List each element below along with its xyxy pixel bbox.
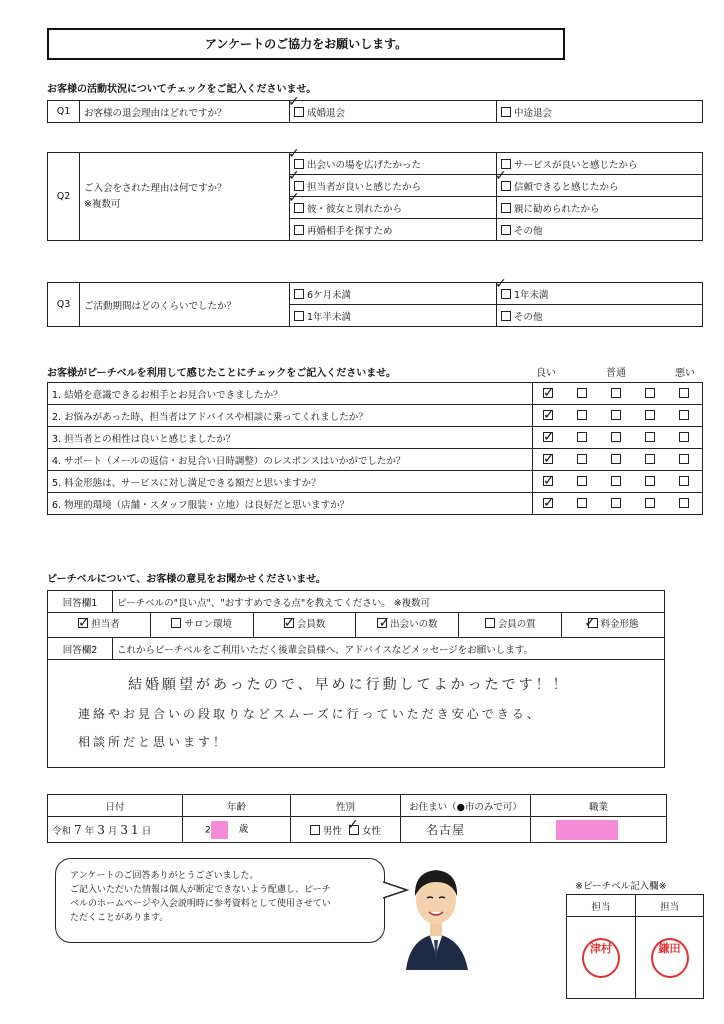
address-value: 名古屋 xyxy=(426,823,466,837)
bubble-line-2: ご記入いただいた情報は個人が断定できないよう配慮し、ピーチ xyxy=(70,885,331,895)
rating-option-4[interactable] xyxy=(635,493,669,515)
q2-number: Q2 xyxy=(48,153,80,241)
rating-table xyxy=(47,382,703,515)
job-field[interactable] xyxy=(531,817,667,843)
q2-option-3[interactable]: ✓ 担当者が良いと感じたから xyxy=(290,175,497,197)
gender-label: 性別 xyxy=(291,795,401,817)
answer1-label: 回答欄1 xyxy=(48,591,113,613)
month-unit: 月 xyxy=(107,825,118,837)
gender-field[interactable]: 男性 ✓ 女性 xyxy=(291,817,401,843)
message-line-2: 連絡やお見合いの段取りなどスムーズに行っていただき安心できる、 xyxy=(78,707,542,721)
rating-option-3[interactable] xyxy=(601,405,635,427)
bubble-line-1: アンケートのご回答ありがとうございました。 xyxy=(70,871,259,881)
staff-heading: ※ピーチベル記入欄※ xyxy=(575,881,667,892)
section3-heading: ピーチベルについて、お客様の意見をお聞かせくださいませ。 xyxy=(47,574,326,585)
age-label: 年齢 xyxy=(183,795,291,817)
rating-option-4[interactable] xyxy=(635,383,669,405)
answer1-option-6[interactable]: ✓ 料金形態 xyxy=(584,615,639,631)
era: 令和 xyxy=(52,825,72,837)
answer2-label: 回答欄2 xyxy=(48,638,113,660)
page-title: アンケートのご協力をお願いします。 xyxy=(47,28,565,60)
answer1-table xyxy=(47,590,665,768)
q2-option-8[interactable]: その他 xyxy=(497,219,703,241)
rating-option-3[interactable] xyxy=(601,493,635,515)
q2-option-6[interactable]: 親に勧められたから xyxy=(497,197,703,219)
rating-row xyxy=(48,383,703,405)
message-line-1: 結婚願望があったので、早めに行動してよかったです！！ xyxy=(128,677,570,693)
age-unit: 歳 xyxy=(238,824,249,835)
rating-option-4[interactable] xyxy=(635,405,669,427)
staff-col2: 担当 xyxy=(636,895,704,917)
scale-good: 良い xyxy=(536,368,556,379)
q2-option-5[interactable]: ✓ 彼・彼女と別れたから xyxy=(290,197,497,219)
q2-note: ※複数可 xyxy=(84,198,121,210)
job-redaction xyxy=(556,820,618,840)
rating-option-1[interactable]: ✓ xyxy=(533,449,567,471)
day-unit: 日 xyxy=(141,825,152,837)
rating-question: 3. 担当者との相性は良いと感じましたか？ xyxy=(48,427,533,449)
rating-option-2[interactable] xyxy=(567,449,601,471)
rating-option-3[interactable] xyxy=(601,449,635,471)
q1-question: お客様の退会理由はどれですか？ xyxy=(80,101,290,123)
staff-col1: 担当 xyxy=(567,895,636,917)
rating-option-5[interactable] xyxy=(669,427,703,449)
bubble-line-3: ベルのホームページや入会説明時に参考資料として使用させてい xyxy=(70,899,331,909)
rating-option-1[interactable]: ✓ xyxy=(533,471,567,493)
section2-heading: お客様がピーチベルを利用して感じたことにチェックをご記入くださいませ。 xyxy=(47,368,396,379)
date-label: 日付 xyxy=(48,795,183,817)
rating-row xyxy=(48,449,703,471)
answer1-option-4[interactable]: ✓ 出会いの数 xyxy=(356,613,459,637)
q2-table xyxy=(47,146,703,241)
rating-option-2[interactable] xyxy=(567,427,601,449)
rating-option-2[interactable] xyxy=(567,405,601,427)
q2-option-7[interactable]: 再婚相手を探すため xyxy=(290,219,497,241)
info-table xyxy=(47,794,667,843)
scale-bad: 悪い xyxy=(675,368,695,379)
q2-option-1[interactable]: ✓ 出会いの場を広げたかった xyxy=(290,153,497,175)
rating-option-5[interactable] xyxy=(669,383,703,405)
rating-option-3[interactable] xyxy=(601,383,635,405)
gender-female[interactable]: 女性 xyxy=(362,825,382,837)
rating-option-3[interactable] xyxy=(601,427,635,449)
rating-option-5[interactable] xyxy=(669,493,703,515)
age-field[interactable] xyxy=(183,817,291,843)
q2-option-4[interactable]: ✓ 信頼できると感じたから xyxy=(497,175,703,197)
rating-question: 1. 結婚を意識できるお相手とお見合いできましたか？ xyxy=(48,383,533,405)
answer2-prompt: これからピーチベルをご利用いただく後輩会員様へ、アドバイスなどメッセージをお願いします。 xyxy=(113,638,665,660)
rating-option-1[interactable]: ✓ xyxy=(533,427,567,449)
rating-row xyxy=(48,427,703,449)
q3-option-3[interactable]: 1年半未満 xyxy=(290,305,497,327)
answer1-option-3[interactable]: ✓ 会員数 xyxy=(254,613,357,637)
staff-illustration xyxy=(400,858,472,970)
q3-option-1[interactable]: 6ケ月未満 xyxy=(290,283,497,305)
q3-number: Q3 xyxy=(48,283,80,327)
rating-option-3[interactable] xyxy=(601,471,635,493)
q2-option-2[interactable]: サービスが良いと感じたから xyxy=(497,153,703,175)
q1-option-1[interactable]: ✓ 成婚退会 xyxy=(290,101,497,123)
stamp-1: 津村 xyxy=(582,938,620,978)
rating-option-2[interactable] xyxy=(567,493,601,515)
rating-row xyxy=(48,493,703,515)
age-redaction xyxy=(211,821,228,839)
stamp-2: 鎌田 xyxy=(651,938,689,978)
answer1-option-5[interactable]: 会員の質 xyxy=(459,613,562,637)
rating-row xyxy=(48,471,703,493)
q1-option-2[interactable]: 中途退会 xyxy=(497,101,703,123)
year: 7 xyxy=(74,822,85,837)
day: 31 xyxy=(120,822,142,837)
address-field[interactable] xyxy=(401,817,531,843)
rating-option-5[interactable] xyxy=(669,449,703,471)
rating-option-1[interactable]: ✓ xyxy=(533,383,567,405)
rating-option-2[interactable] xyxy=(567,383,601,405)
rating-question: 6. 物理的環境（店舗・スタッフ服装・立地）は良好だと思いますか？ xyxy=(48,493,533,515)
q1-number: Q1 xyxy=(48,101,80,123)
q3-option-4[interactable]: その他 xyxy=(497,305,703,327)
answer1-prompt: ピーチベルの"良い点"、"おすすめできる点"を教えてください。 ※複数可 xyxy=(113,591,665,613)
scale-normal: 普通 xyxy=(606,368,626,379)
q3-table xyxy=(47,276,703,327)
rating-option-1[interactable]: ✓ xyxy=(533,405,567,427)
year-unit: 年 xyxy=(84,825,95,837)
month: 3 xyxy=(97,822,108,837)
gender-male[interactable]: 男性 xyxy=(322,825,342,837)
thanks-bubble xyxy=(55,858,385,943)
rating-question: 5. 料金形態は、サービスに対し満足できる額だと思いますか？ xyxy=(48,471,533,493)
rating-question: 4. サポート（メールの返信・お見合い日時調整）のレスポンスはいかがでしたか？ xyxy=(48,449,533,471)
rating-question: 2. お悩みがあった時、担当者はアドバイスや相談に乗ってくれましたか？ xyxy=(48,405,533,427)
message-line-3: 相談所だと思います！ xyxy=(78,735,229,749)
age-prefix: 2 xyxy=(205,825,211,835)
staff-table xyxy=(566,894,704,999)
q3-option-2[interactable]: ✓ 1年未満 xyxy=(497,283,703,305)
rating-row xyxy=(48,405,703,427)
q3-question: ご活動期間はどのくらいでしたか？ xyxy=(80,283,290,327)
rating-option-4[interactable] xyxy=(635,471,669,493)
rating-option-4[interactable] xyxy=(635,449,669,471)
rating-option-2[interactable] xyxy=(567,471,601,493)
rating-option-5[interactable] xyxy=(669,405,703,427)
date-field[interactable] xyxy=(48,817,183,843)
answer1-option-1[interactable]: ✓ 担当者 xyxy=(48,613,151,637)
q1-table xyxy=(47,94,703,123)
rating-option-1[interactable]: ✓ xyxy=(533,493,567,515)
job-label: 職業 xyxy=(531,795,667,817)
rating-option-4[interactable] xyxy=(635,427,669,449)
answer2-message[interactable] xyxy=(48,660,665,768)
q2-question: ご入会をされた理由は何ですか？ xyxy=(84,182,227,194)
address-label: お住まい（●市のみで可） xyxy=(401,795,531,817)
answer1-option-2[interactable]: サロン環境 xyxy=(151,613,254,637)
rating-option-5[interactable] xyxy=(669,471,703,493)
bubble-line-4: ただくことがあります。 xyxy=(70,913,169,923)
section1-heading: お客様の活動状況についてチェックをご記入くださいませ。 xyxy=(47,84,317,95)
